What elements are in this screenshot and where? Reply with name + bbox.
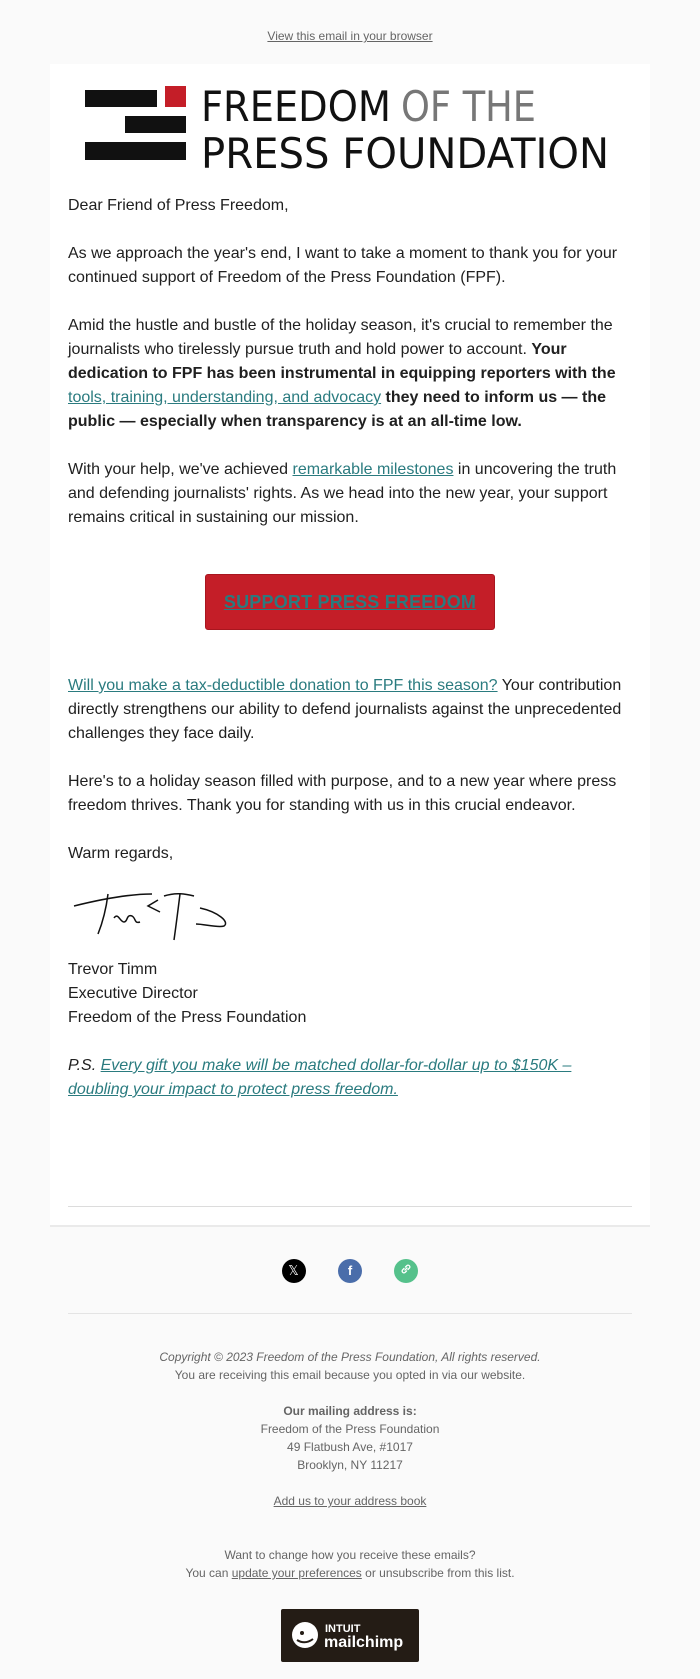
paragraph-4: Will you make a tax-deductible donation to FPF this season? Your contribution directly strengthens our ability to defend journalists against the unprecedented challenges they face daily. [68,677,622,742]
mailing-address [0,1402,700,1474]
milestones-link[interactable]: remarkable milestones [292,461,454,478]
signer-title: Executive Director [68,985,198,1002]
facebook-icon[interactable]: f [338,1259,362,1283]
paragraph-2: Amid the hustle and bustle of the holiday season, it's crucial to remember the journalists who tirelessly pursue truth and hold power to account. Your dedication to FPF has been instrumental in equipping reporters with the tools, training, understanding, and advocacy they need to inform us — the public — especially when transparency is at an all-time low. [68,317,616,430]
card-divider [68,1206,632,1207]
closing: Warm regards, [68,845,174,862]
cta-container [68,574,632,630]
mailing-label: Our mailing address is: [283,1404,417,1418]
letter-body [50,194,650,1102]
paragraph-5: Here's to a holiday season filled with purpose, and to a new year where press freedom thrives. Thank you for standing with us in this crucial endeavor. [68,773,617,814]
preferences-row: Want to change how you receive these emails? You can update your preferences or unsubscribe from this list. [185,1548,515,1580]
social-links [0,1227,700,1313]
paragraph-1: As we approach the year's end, I want to take a moment to thank you for your continued support of Freedom of the Press Foundation (FPF). [68,245,618,286]
website-link-icon[interactable] [394,1259,418,1283]
x-twitter-icon[interactable]: 𝕏 [282,1259,306,1283]
tools-training-link[interactable]: tools, training, understanding, and advocacy [68,389,382,406]
signature-image [68,882,238,952]
donation-link[interactable]: Will you make a tax-deductible donation to FPF this season? [68,677,498,694]
intuit-text: INTUIT [325,1623,361,1635]
change-prompt: Want to change how you receive these emails? [224,1548,476,1562]
fpf-logo-mark [85,86,186,160]
footer-legal [0,1348,700,1384]
logo-text-press-foundation: PRESS FOUNDATION [200,129,609,178]
signature-block [68,958,632,1030]
mailchimp-text: mailchimp [324,1634,404,1651]
preheader [0,0,700,64]
greeting: Dear Friend of Press Freedom, [68,197,289,214]
copyright-text: Copyright © 2023 Freedom of the Press Foundation, All rights reserved. [159,1350,541,1364]
address-line-3: Brooklyn, NY 11217 [297,1458,403,1472]
paragraph-3: With your help, we've achieved remarkable milestones in uncovering the truth and defending journalists' rights. As we head into the new year, your support remains critical in sustaining our mission. [68,461,617,526]
mailchimp-badge[interactable] [281,1609,419,1662]
logo-text-freedom: FREEDOM [200,82,391,131]
logo-text-of-the: OF THE [400,82,536,131]
signer-name: Trevor Timm [68,961,158,978]
address-line-1: Freedom of the Press Foundation [260,1422,440,1436]
signer-org: Freedom of the Press Foundation [68,1009,307,1026]
view-in-browser-link[interactable]: View this email in your browser [267,29,433,43]
fpf-logo [83,80,618,180]
update-preferences-link[interactable]: update your preferences [231,1566,362,1580]
match-gift-link[interactable]: Every gift you make will be matched dollar-for-dollar up to $150K – doubling your impact to protect press freedom. [68,1057,572,1098]
support-press-freedom-button[interactable]: SUPPORT PRESS FREEDOM [205,574,495,630]
footer [0,1314,700,1667]
postscript: P.S. Every gift you make will be matched dollar-for-dollar up to $150K – doubling your impact to protect press freedom. [68,1057,572,1098]
address-book-row [0,1492,700,1510]
email-card [50,64,650,1227]
opt-in-reason: You are receiving this email because you opted in via our website. [174,1368,526,1382]
address-line-2: 49 Flatbush Ave, #1017 [287,1440,413,1454]
mailchimp-logo [281,1609,419,1662]
add-to-address-book-link[interactable]: Add us to your address book [273,1494,427,1508]
